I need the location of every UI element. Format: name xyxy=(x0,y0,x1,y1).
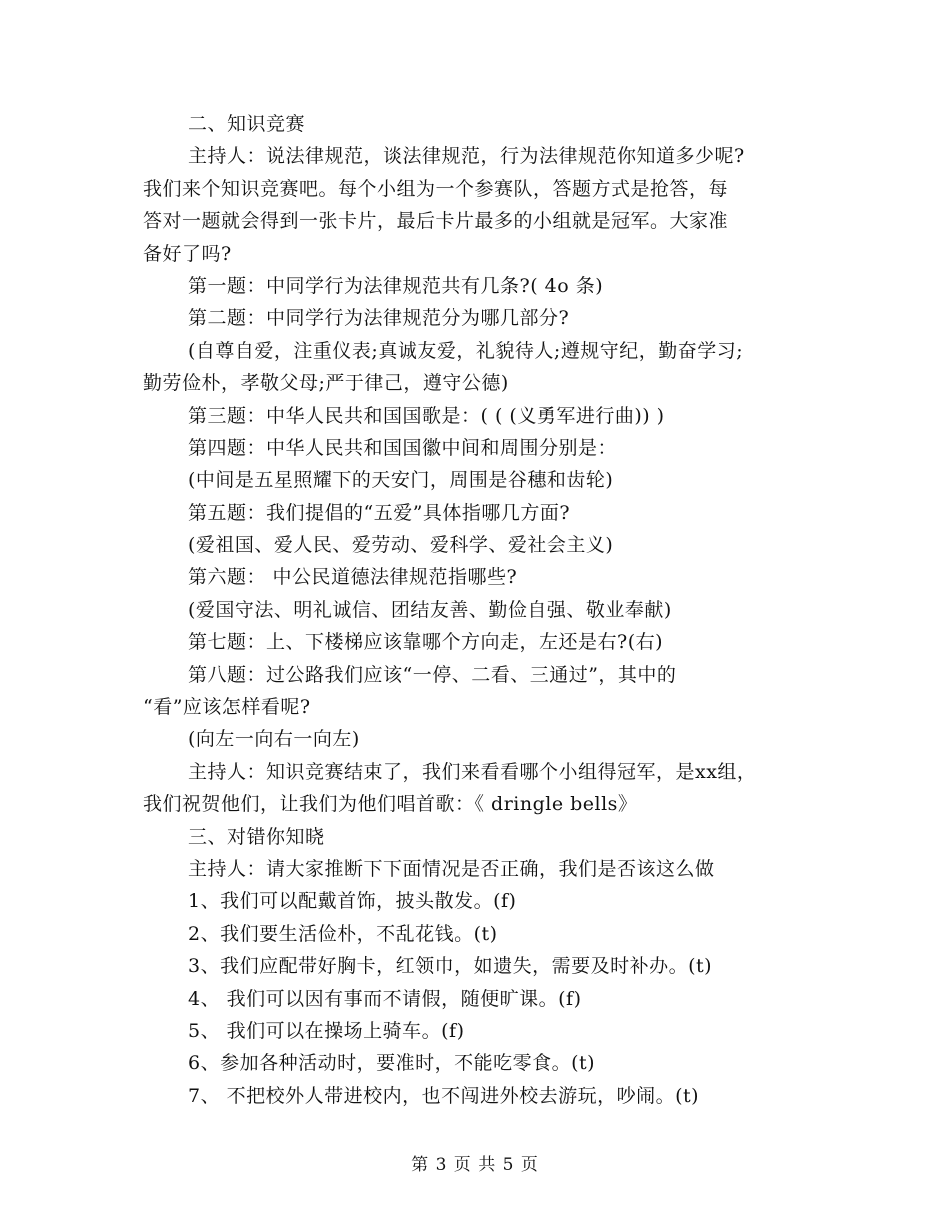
paragraph-line: 主持人：说法律规范，谈法律规范，行为法律规范你知道多少呢? xyxy=(188,145,745,168)
answer-line: (爱国守法、明礼诚信、团结友善、勤俭自强、敬业奉献) xyxy=(188,598,672,621)
list-item: 3、我们应配带好胸卡，红领巾，如遗失，需要及时补办。(t) xyxy=(188,955,713,978)
paragraph-line: 我们祝贺他们，让我们为他们唱首歌：《 dringle bells》 xyxy=(143,793,638,816)
question-line: 第三题：中华人民共和国国歌是：( ( (义勇军进行曲)) ) xyxy=(188,404,665,427)
paragraph-line: 答对一题就会得到一张卡片，最后卡片最多的小组就是冠军。大家准 xyxy=(143,210,729,233)
answer-line: (中间是五星照耀下的天安门，周围是谷穗和齿轮) xyxy=(188,469,614,492)
list-item: 4、 我们可以因有事而不请假，随便旷课。(f) xyxy=(188,987,582,1010)
question-line: 第五题：我们提倡的“五爱”具体指哪几方面? xyxy=(188,501,571,524)
list-item: 5、 我们可以在操场上骑车。(f) xyxy=(188,1019,465,1042)
answer-line: (向左一向右一向左) xyxy=(188,728,360,751)
list-item: 7、 不把校外人带进校内，也不闯进外校去游玩，吵闹。(t) xyxy=(188,1084,700,1107)
list-item: 1、我们可以配戴首饰，披头散发。(f) xyxy=(188,890,517,913)
question-line: 第四题：中华人民共和国国徽中间和周围分别是： xyxy=(188,436,618,459)
paragraph-line: 主持人：请大家推断下下面情况是否正确，我们是否该这么做 xyxy=(188,857,715,880)
list-item: 2、我们要生活俭朴，不乱花钱。(t) xyxy=(188,922,498,945)
answer-line: (爱祖国、爱人民、爱劳动、爱科学、爱社会主义) xyxy=(188,534,614,557)
document-body xyxy=(143,108,823,1112)
question-line: 第六题： 中公民道德法律规范指哪些? xyxy=(188,566,518,589)
section-heading: 三、对错你知晓 xyxy=(188,825,325,848)
question-line: 第一题：中同学行为法律规范共有几条?( 4o 条) xyxy=(188,274,604,297)
section-heading: 二、知识竞赛 xyxy=(188,113,306,135)
page-footer: 第 3 页 共 5 页 xyxy=(411,1155,539,1175)
paragraph-line: 我们来个知识竞赛吧。每个小组为一个参赛队，答题方式是抢答，每 xyxy=(143,177,729,200)
question-line: 第七题：上、下楼梯应该靠哪个方向走，左还是右?(右) xyxy=(188,631,664,654)
question-line: “看”应该怎样看呢? xyxy=(143,696,311,719)
list-item: 6、参加各种活动时，要准时，不能吃零食。(t) xyxy=(188,1052,596,1075)
question-line: 第八题：过公路我们应该“一停、二看、三通过”，其中的 xyxy=(188,663,677,686)
paragraph-line: 备好了吗? xyxy=(143,242,232,265)
answer-line: (自尊自爱，注重仪表;真诚友爱，礼貌待人;遵规守纪，勤奋学习; xyxy=(188,339,744,362)
paragraph-line: 主持人：知识竞赛结束了，我们来看看哪个小组得冠军，是xx组， xyxy=(188,760,757,783)
question-line: 第二题：中同学行为法律规范分为哪几部分? xyxy=(188,307,570,330)
answer-line: 勤劳俭朴，孝敬父母;严于律己，遵守公德) xyxy=(143,372,509,395)
